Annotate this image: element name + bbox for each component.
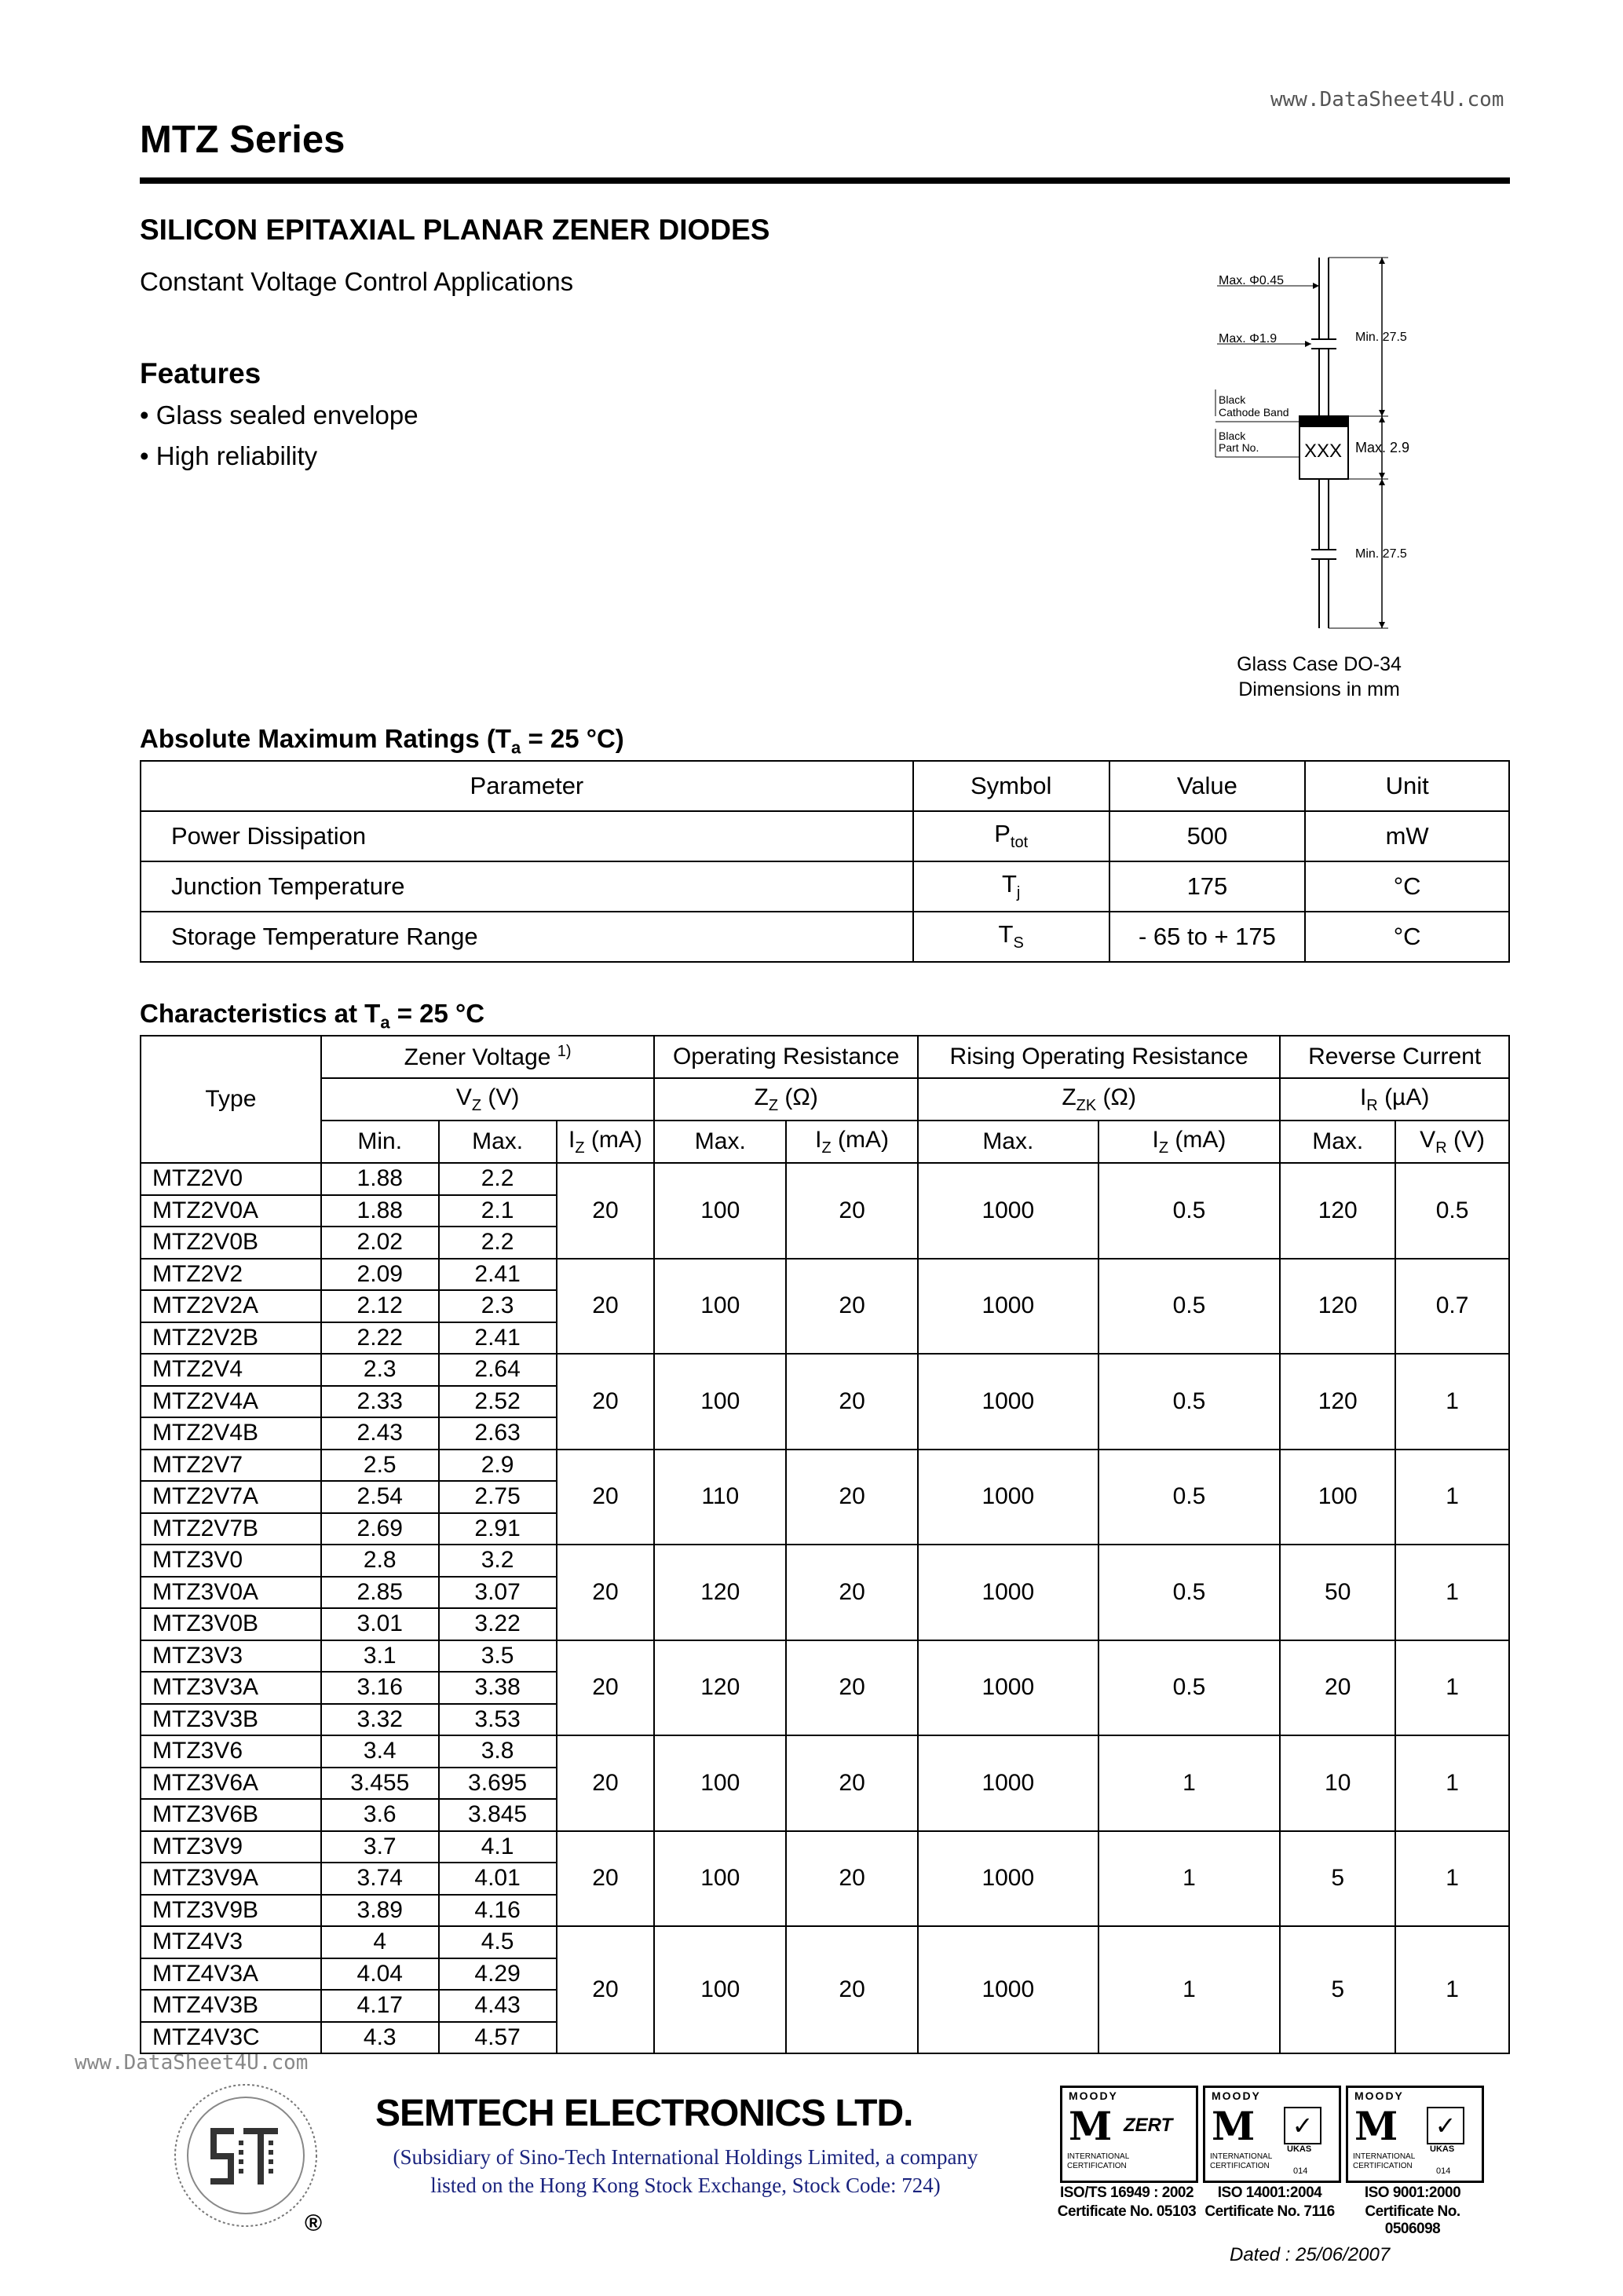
type-cell: MTZ2V0 (141, 1163, 321, 1195)
iz-cell: 20 (786, 1545, 918, 1640)
vz-max-cell: 3.22 (439, 1608, 557, 1640)
sub-iz: $I_Z$ (mA) (786, 1121, 918, 1163)
ir-max-cell: 120 (1280, 1354, 1395, 1450)
value-cell: 500 (1109, 811, 1306, 861)
header-unit: Unit (1305, 761, 1509, 811)
sub-iz: $I_Z$ (mA) (557, 1121, 655, 1163)
iz-cell: 1 (1098, 1831, 1281, 1927)
ir-max-cell: 120 (1280, 1259, 1395, 1355)
vz-max-cell: 2.75 (439, 1481, 557, 1513)
symbol-cell: $T_S$ (913, 912, 1109, 962)
vr-cell: 1 (1395, 1735, 1509, 1831)
vz-max-cell: 3.53 (439, 1704, 557, 1736)
cert-number: Certificate No. 05103 (1057, 2203, 1197, 2220)
vz-min-cell: 3.455 (321, 1768, 439, 1800)
vr-cell: 1 (1395, 1640, 1509, 1736)
type-cell: MTZ4V3B (141, 1990, 321, 2022)
zz-max-cell: 100 (654, 1831, 786, 1927)
vz-max-cell: 2.2 (439, 1163, 557, 1195)
table-header-row (141, 761, 1509, 811)
subsidiary-line-1: (Subsidiary of Sino-Tech International Holdings Limited, a company (393, 2145, 978, 2169)
vz-min-cell: 3.32 (321, 1704, 439, 1736)
cert-badge-iso9001 (1346, 2086, 1484, 2183)
moody-logo-icon: M (1069, 2103, 1113, 2149)
vr-cell: 1 (1395, 1450, 1509, 1545)
vz-max-cell: 4.01 (439, 1863, 557, 1895)
zzk-max-cell: 1000 (918, 1450, 1098, 1545)
zz-max-cell: 100 (654, 1926, 786, 2053)
iz-cell: 20 (786, 1831, 918, 1927)
vz-min-cell: 4.17 (321, 1990, 439, 2022)
iz-cell: 0.5 (1098, 1640, 1281, 1736)
sub-min: Min. (321, 1121, 439, 1163)
type-cell: MTZ2V7B (141, 1513, 321, 1545)
iz-cell: 20 (557, 1354, 655, 1450)
ir-max-cell: 5 (1280, 1926, 1395, 2053)
type-cell: MTZ2V7A (141, 1481, 321, 1513)
part-label-1: Black (1219, 430, 1246, 442)
sub-vr: $V_R$ (V) (1395, 1121, 1509, 1163)
zz-max-cell: 120 (654, 1545, 786, 1640)
parameter-cell: Storage Temperature Range (141, 912, 913, 962)
unit-cell: °C (1305, 912, 1509, 962)
diagram-caption-1: Glass Case DO-34 (1237, 653, 1402, 675)
vz-min-cell: 3.6 (321, 1799, 439, 1831)
type-cell: MTZ3V9 (141, 1831, 321, 1863)
vz-max-cell: 2.63 (439, 1417, 557, 1450)
vz-max-cell: 3.5 (439, 1640, 557, 1673)
header-row-3 (141, 1121, 1509, 1163)
vr-cell: 1 (1395, 1926, 1509, 2053)
ir-max-cell: 50 (1280, 1545, 1395, 1640)
type-cell: MTZ2V2A (141, 1290, 321, 1322)
cert-standard: ISO 9001:2000 (1364, 2184, 1461, 2201)
type-cell: MTZ3V0A (141, 1577, 321, 1609)
iz-cell: 0.5 (1098, 1354, 1281, 1450)
value-cell: - 65 to + 175 (1109, 912, 1306, 962)
date-stamp: Dated : 25/06/2007 (1230, 2244, 1391, 2265)
type-cell: MTZ2V2 (141, 1259, 321, 1291)
cert-small-2: CERTIFICATION (1353, 2162, 1413, 2170)
iz-cell: 0.5 (1098, 1545, 1281, 1640)
vz-max-cell: 3.2 (439, 1545, 557, 1577)
band-label-1: Black (1219, 393, 1246, 406)
vz-max-cell: 2.41 (439, 1322, 557, 1355)
type-cell: MTZ3V6 (141, 1735, 321, 1768)
table-row (141, 912, 1509, 962)
cert-small-1: INTERNATIONAL (1210, 2152, 1273, 2161)
ukas-mark: UKAS (1287, 2144, 1312, 2154)
iz-cell: 20 (557, 1163, 655, 1259)
zz-max-cell: 100 (654, 1163, 786, 1259)
iz-cell: 1 (1098, 1735, 1281, 1831)
type-cell: MTZ3V6A (141, 1768, 321, 1800)
ukas-checkmark-icon: ✓ (1284, 2107, 1321, 2144)
lead-diameter-label: Max. Φ0.45 (1219, 274, 1285, 287)
vz-min-cell: 3.01 (321, 1608, 439, 1640)
header-type: Type (141, 1036, 321, 1163)
vz-max-cell: 4.57 (439, 2022, 557, 2054)
type-cell: MTZ4V3C (141, 2022, 321, 2054)
vz-max-cell: 3.07 (439, 1577, 557, 1609)
vz-max-cell: 2.52 (439, 1386, 557, 1418)
unit-zzk: $Z_{ZK}$ (Ω) (918, 1078, 1280, 1121)
type-cell: MTZ4V3A (141, 1958, 321, 1991)
registered-mark: ® (305, 2210, 323, 2236)
zzk-max-cell: 1000 (918, 1831, 1098, 1927)
watermark-top: www.DataSheet4U.com (1270, 88, 1504, 112)
header-parameter: Parameter (141, 761, 913, 811)
characteristics-body (141, 1163, 1509, 2053)
vz-max-cell: 3.695 (439, 1768, 557, 1800)
part-label-2: Part No. (1219, 441, 1259, 454)
type-cell: MTZ2V2B (141, 1322, 321, 1355)
cert-number: Certificate No. 7116 (1204, 2203, 1335, 2220)
sub-max: Max. (918, 1121, 1098, 1163)
iz-cell: 0.5 (1098, 1450, 1281, 1545)
vz-min-cell: 1.88 (321, 1163, 439, 1195)
vz-min-cell: 3.1 (321, 1640, 439, 1673)
unit-cell: mW (1305, 811, 1509, 861)
cert-num: 014 (1436, 2166, 1451, 2176)
vz-max-cell: 2.41 (439, 1259, 557, 1291)
vz-max-cell: 4.16 (439, 1895, 557, 1927)
vz-min-cell: 3.7 (321, 1831, 439, 1863)
iz-cell: 20 (786, 1926, 918, 2053)
moody-logo-icon: M (1212, 2103, 1256, 2149)
table-row (141, 1259, 1509, 1291)
absolute-max-ratings-table (140, 760, 1510, 963)
cert-brand: MOODY (1069, 2089, 1118, 2102)
vz-min-cell: 2.02 (321, 1227, 439, 1259)
type-cell: MTZ3V3B (141, 1704, 321, 1736)
vz-max-cell: 4.1 (439, 1831, 557, 1863)
sub-iz: $I_Z$ (mA) (1098, 1121, 1281, 1163)
header-operating-resistance: Operating Resistance (654, 1036, 918, 1078)
amr-title: Absolute Maximum Ratings ($T_a = 25$ °C) (140, 724, 624, 758)
iz-cell: 20 (786, 1640, 918, 1736)
vz-max-cell: 3.845 (439, 1799, 557, 1831)
vz-max-cell: 4.29 (439, 1958, 557, 1991)
cert-badge-ts16949 (1060, 2086, 1198, 2183)
diagram-caption-2: Dimensions in mm (1238, 678, 1400, 700)
iz-cell: 20 (557, 1450, 655, 1545)
table-row (141, 861, 1509, 912)
table-row (141, 1450, 1509, 1482)
type-cell: MTZ3V3A (141, 1672, 321, 1704)
type-cell: MTZ2V4 (141, 1354, 321, 1386)
zzk-max-cell: 1000 (918, 1926, 1098, 2053)
symbol-cell: $T_j$ (913, 861, 1109, 912)
iz-cell: 20 (557, 1259, 655, 1355)
iz-cell: 20 (786, 1259, 918, 1355)
cert-small-2: CERTIFICATION (1067, 2162, 1127, 2170)
table-row (141, 1545, 1509, 1577)
header-reverse-current: Reverse Current (1280, 1036, 1509, 1078)
vz-max-cell: 2.2 (439, 1227, 557, 1259)
zzk-max-cell: 1000 (918, 1735, 1098, 1831)
header-row-2 (141, 1078, 1509, 1121)
ukas-mark: UKAS (1430, 2144, 1455, 2154)
iz-cell: 20 (786, 1354, 918, 1450)
value-cell: 175 (1109, 861, 1306, 912)
table-row (141, 1831, 1509, 1863)
type-cell: MTZ3V6B (141, 1799, 321, 1831)
zzk-max-cell: 1000 (918, 1259, 1098, 1355)
type-cell: MTZ3V0 (141, 1545, 321, 1577)
cert-small-2: CERTIFICATION (1210, 2162, 1270, 2170)
sub-max: Max. (1280, 1121, 1395, 1163)
page-title: MTZ Series (140, 119, 345, 161)
vz-min-cell: 1.88 (321, 1195, 439, 1227)
zz-max-cell: 100 (654, 1259, 786, 1355)
unit-vz: $V_Z$ (V) (321, 1078, 655, 1121)
vz-max-cell: 4.43 (439, 1990, 557, 2022)
feature-item: • Glass sealed envelope (140, 400, 419, 430)
vz-min-cell: 2.5 (321, 1450, 439, 1482)
title-rule (140, 177, 1510, 184)
company-name: SEMTECH ELECTRONICS LTD. (375, 2093, 913, 2134)
zzk-max-cell: 1000 (918, 1163, 1098, 1259)
ir-max-cell: 100 (1280, 1450, 1395, 1545)
cert-small-1: INTERNATIONAL (1353, 2152, 1416, 2161)
vr-cell: 1 (1395, 1831, 1509, 1927)
product-heading: SILICON EPITAXIAL PLANAR ZENER DIODES (140, 214, 770, 246)
vz-min-cell: 4.3 (321, 2022, 439, 2054)
ir-max-cell: 5 (1280, 1831, 1395, 1927)
unit-ir: $I_R$ (µA) (1280, 1078, 1509, 1121)
body-length-label: Max. 2.9 (1355, 440, 1410, 455)
characteristics-title: Characteristics at $T_a = 25$ °C (140, 999, 485, 1033)
ir-max-cell: 20 (1280, 1640, 1395, 1736)
type-cell: MTZ2V4A (141, 1386, 321, 1418)
vz-min-cell: 2.12 (321, 1290, 439, 1322)
ukas-checkmark-icon: ✓ (1427, 2107, 1464, 2144)
vz-max-cell: 2.1 (439, 1195, 557, 1227)
type-cell: MTZ3V3 (141, 1640, 321, 1673)
body-diameter-label: Max. Φ1.9 (1219, 332, 1278, 345)
vz-min-cell: 2.22 (321, 1322, 439, 1355)
header-value: Value (1109, 761, 1306, 811)
zzk-max-cell: 1000 (918, 1545, 1098, 1640)
feature-item: • High reliability (140, 441, 318, 470)
type-cell: MTZ3V0B (141, 1608, 321, 1640)
iz-cell: 0.5 (1098, 1259, 1281, 1355)
unit-cell: °C (1305, 861, 1509, 912)
sub-max: Max. (439, 1121, 557, 1163)
product-subheading: Constant Voltage Control Applications (140, 267, 574, 296)
type-cell: MTZ2V7 (141, 1450, 321, 1482)
type-cell: MTZ2V0A (141, 1195, 321, 1227)
type-cell: MTZ2V4B (141, 1417, 321, 1450)
lead-length-bottom-label: Min. 27.5 (1355, 547, 1407, 561)
watermark-bottom: www.DataSheet4U.com (75, 2051, 309, 2075)
header-zener-voltage: Zener Voltage $^{1)}$ (321, 1036, 655, 1078)
vz-min-cell: 3.4 (321, 1735, 439, 1768)
cert-num: 014 (1293, 2166, 1308, 2176)
vz-min-cell: 2.3 (321, 1354, 439, 1386)
vz-min-cell: 3.74 (321, 1863, 439, 1895)
cert-badge-iso14001 (1203, 2086, 1341, 2183)
zzk-max-cell: 1000 (918, 1640, 1098, 1736)
type-cell: MTZ2V0B (141, 1227, 321, 1259)
vz-min-cell: 3.16 (321, 1672, 439, 1704)
semtech-logo (171, 2081, 320, 2230)
iz-cell: 1 (1098, 1926, 1281, 2053)
iz-cell: 20 (557, 1545, 655, 1640)
type-cell: MTZ4V3 (141, 1926, 321, 1958)
table-row (141, 1163, 1509, 1195)
cert-small-1: INTERNATIONAL (1067, 2152, 1130, 2161)
vz-min-cell: 2.33 (321, 1386, 439, 1418)
iz-cell: 20 (557, 1640, 655, 1736)
vr-cell: 1 (1395, 1354, 1509, 1450)
package-diagram (1201, 251, 1453, 691)
vz-max-cell: 2.3 (439, 1290, 557, 1322)
cert-standard: ISO 14001:2004 (1217, 2184, 1322, 2201)
vz-min-cell: 2.8 (321, 1545, 439, 1577)
characteristics-table (140, 1035, 1510, 2054)
vz-min-cell: 2.85 (321, 1577, 439, 1609)
vz-min-cell: 3.89 (321, 1895, 439, 1927)
sub-max: Max. (654, 1121, 786, 1163)
iz-cell: 20 (557, 1735, 655, 1831)
subsidiary-line-2: listed on the Hong Kong Stock Exchange, Stock Code: 724) (430, 2174, 941, 2197)
vz-max-cell: 4.5 (439, 1926, 557, 1958)
cert-brand: MOODY (1354, 2089, 1404, 2102)
vz-max-cell: 2.64 (439, 1354, 557, 1386)
cert-number: Certificate No. 0506098 (1365, 2203, 1460, 2237)
vz-min-cell: 4.04 (321, 1958, 439, 1991)
table-row (141, 1735, 1509, 1768)
vr-cell: 0.5 (1395, 1163, 1509, 1259)
vz-max-cell: 2.9 (439, 1450, 557, 1482)
part-marking: XXX (1304, 441, 1343, 462)
zz-max-cell: 100 (654, 1354, 786, 1450)
type-cell: MTZ3V9A (141, 1863, 321, 1895)
unit-zz: $Z_Z$ (Ω) (654, 1078, 918, 1121)
ir-max-cell: 10 (1280, 1735, 1395, 1831)
vz-min-cell: 4 (321, 1926, 439, 1958)
table-row (141, 1926, 1509, 1958)
vz-min-cell: 2.69 (321, 1513, 439, 1545)
lead-length-top-label: Min. 27.5 (1355, 331, 1407, 344)
vz-min-cell: 2.09 (321, 1259, 439, 1291)
vr-cell: 0.7 (1395, 1259, 1509, 1355)
parameter-cell: Junction Temperature (141, 861, 913, 912)
table-row (141, 811, 1509, 861)
iz-cell: 20 (557, 1926, 655, 2053)
vz-max-cell: 3.38 (439, 1672, 557, 1704)
parameter-cell: Power Dissipation (141, 811, 913, 861)
vz-max-cell: 3.8 (439, 1735, 557, 1768)
header-symbol: Symbol (913, 761, 1109, 811)
zz-max-cell: 120 (654, 1640, 786, 1736)
zert-mark: ZERT (1124, 2115, 1173, 2136)
iz-cell: 20 (557, 1831, 655, 1927)
features-title: Features (140, 357, 261, 389)
table-row (141, 1354, 1509, 1386)
iz-cell: 20 (786, 1735, 918, 1831)
vr-cell: 1 (1395, 1545, 1509, 1640)
header-rising-resistance: Rising Operating Resistance (918, 1036, 1280, 1078)
cert-brand: MOODY (1212, 2089, 1261, 2102)
iz-cell: 20 (786, 1450, 918, 1545)
ir-max-cell: 120 (1280, 1163, 1395, 1259)
type-cell: MTZ3V9B (141, 1895, 321, 1927)
header-row-1 (141, 1036, 1509, 1078)
table-row (141, 1640, 1509, 1673)
zz-max-cell: 100 (654, 1735, 786, 1831)
band-label-2: Cathode Band (1219, 406, 1289, 419)
iz-cell: 20 (786, 1163, 918, 1259)
cert-standard: ISO/TS 16949 : 2002 (1059, 2184, 1194, 2201)
symbol-cell: $P_{tot}$ (913, 811, 1109, 861)
zz-max-cell: 110 (654, 1450, 786, 1545)
vz-min-cell: 2.54 (321, 1481, 439, 1513)
vz-max-cell: 2.91 (439, 1513, 557, 1545)
vz-min-cell: 2.43 (321, 1417, 439, 1450)
iz-cell: 0.5 (1098, 1163, 1281, 1259)
zzk-max-cell: 1000 (918, 1354, 1098, 1450)
moody-logo-icon: M (1354, 2103, 1398, 2149)
